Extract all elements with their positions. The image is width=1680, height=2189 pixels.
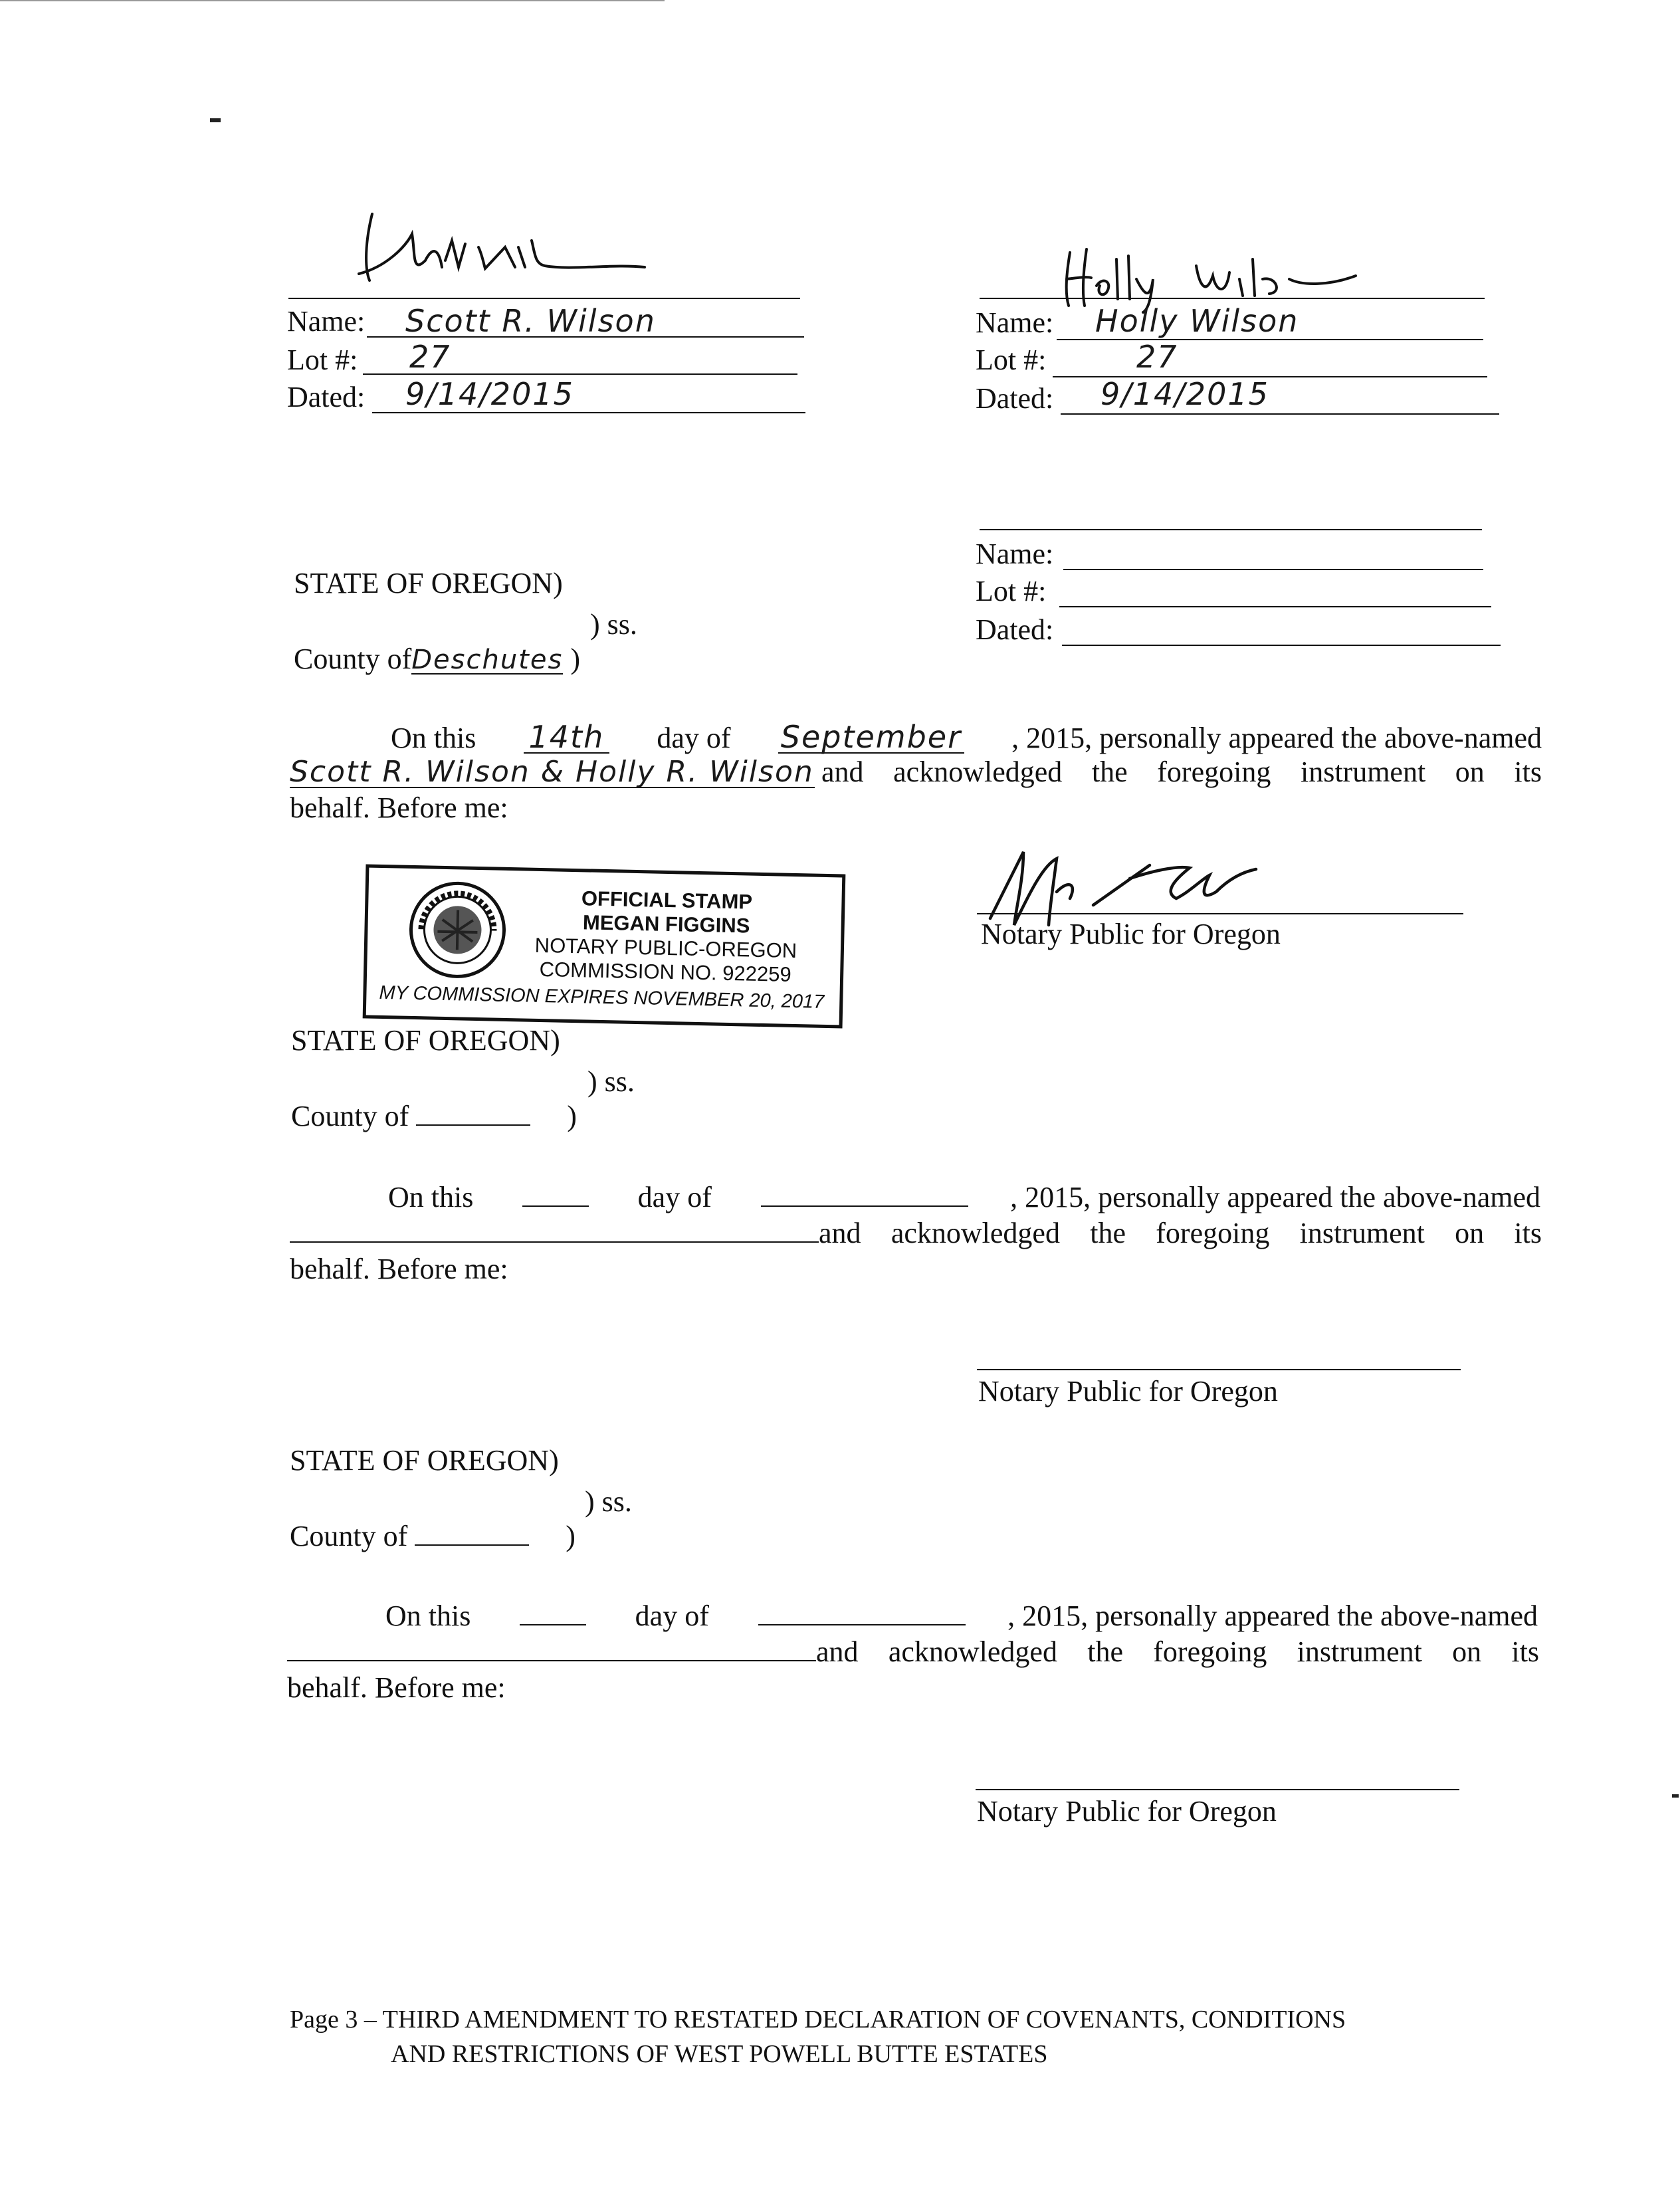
- ss-marker: ) ss.: [590, 608, 637, 641]
- month-blank: [758, 1603, 966, 1625]
- lot-label: Lot #:: [976, 344, 1047, 376]
- paragraph-line-1: On this day of , 2015, personally appeared the above-named: [385, 1600, 1538, 1632]
- county-label: County of: [294, 643, 412, 675]
- name-line: [1057, 339, 1483, 340]
- paragraph-line-1: On this 14th day of September , 2015, personally appeared the above-named: [391, 719, 1542, 755]
- dated-line: [1061, 413, 1499, 415]
- county-line: County ofDeschutes ): [294, 643, 580, 675]
- stamp-line-1: OFFICIAL STAMP: [581, 886, 753, 914]
- name-value: Holly Wilson: [1095, 303, 1299, 339]
- name-line: [1063, 569, 1483, 570]
- lot-label: Lot #:: [287, 344, 358, 376]
- footer-line-1: Page 3 – THIRD AMENDMENT TO RESTATED DECLARATION OF COVENANTS, CONDITIONS: [290, 2006, 1346, 2033]
- county-blank: [415, 1523, 529, 1546]
- county-line: County of ): [290, 1520, 576, 1552]
- oregon-state-seal-icon: [407, 879, 508, 981]
- day-value: 14th: [524, 722, 610, 754]
- notary-signature-line: [977, 913, 1463, 914]
- name-label: Name:: [287, 305, 366, 338]
- day-blank: [520, 1603, 586, 1625]
- paragraph-line-2: and acknowledged the foregoing instrument on its: [287, 1637, 1539, 1671]
- dated-line: [372, 412, 805, 413]
- dated-value: 9/14/2015: [1101, 376, 1269, 412]
- name-label: Name:: [976, 306, 1054, 339]
- lot-label: Lot #:: [976, 575, 1047, 607]
- lot-line: [1059, 606, 1491, 607]
- lot-value: 27: [1136, 339, 1178, 375]
- notary-label: Notary Public for Oregon: [981, 918, 1281, 950]
- signature-holly: [1050, 239, 1382, 312]
- footer-line-2: AND RESTRICTIONS OF WEST POWELL BUTTE ESTATES: [391, 2040, 1048, 2068]
- lot-value: 27: [409, 339, 451, 375]
- stamp-line-2: MEGAN FIGGINS: [582, 910, 750, 938]
- day-blank: [522, 1184, 589, 1207]
- dated-value: 9/14/2015: [405, 376, 574, 412]
- county-line: County of ): [291, 1100, 577, 1132]
- signature-line: [980, 298, 1485, 299]
- county-value: Deschutes: [411, 645, 564, 675]
- ss-marker: ) ss.: [587, 1065, 635, 1098]
- dated-line: [1062, 645, 1501, 646]
- official-notary-stamp: [363, 864, 846, 1028]
- name-value: Scott R. Wilson: [405, 303, 656, 339]
- appeared-names-blank: [290, 1220, 819, 1243]
- signature-line: [288, 298, 800, 299]
- name-label: Name:: [976, 538, 1054, 570]
- paragraph-line-3: behalf. Before me:: [290, 1253, 508, 1285]
- county-blank: [416, 1103, 530, 1126]
- name-line: [367, 336, 804, 338]
- county-label: County of: [290, 1520, 408, 1552]
- notary-label: Notary Public for Oregon: [977, 1795, 1277, 1827]
- paragraph-line-2: Scott R. Wilson & Holly R. Wilson and acknowledged the foregoing instrument on its: [290, 756, 1542, 788]
- stamp-text: [509, 885, 823, 988]
- signature-line: [980, 529, 1482, 530]
- lot-line: [363, 373, 797, 375]
- scan-speck: [0, 0, 665, 1]
- appeared-names-blank: [287, 1639, 816, 1661]
- month-value: September: [778, 722, 964, 754]
- state-heading: STATE OF OREGON): [291, 1024, 560, 1057]
- paragraph-line-3: behalf. Before me:: [287, 1671, 506, 1704]
- dated-label: Dated:: [287, 381, 366, 413]
- notary-signature-line: [977, 1369, 1461, 1370]
- stamp-line-5: MY COMMISSION EXPIRES NOVEMBER 20, 2017: [379, 982, 825, 1013]
- state-heading: STATE OF OREGON): [294, 567, 563, 599]
- scan-speck: [210, 118, 221, 122]
- paragraph-line-3: behalf. Before me:: [290, 791, 508, 824]
- notary-signature-line: [976, 1789, 1459, 1790]
- dated-label: Dated:: [976, 613, 1054, 646]
- paragraph-line-1: On this day of , 2015, personally appeared the above-named: [388, 1181, 1540, 1213]
- month-blank: [761, 1184, 968, 1207]
- stamp-line-3: NOTARY PUBLIC-OREGON: [534, 933, 797, 963]
- dated-label: Dated:: [976, 382, 1054, 415]
- notary-label: Notary Public for Oregon: [978, 1375, 1278, 1407]
- paragraph-line-2: and acknowledged the foregoing instrument on its: [290, 1219, 1542, 1252]
- ss-marker: ) ss.: [585, 1485, 632, 1518]
- signature-scott: [332, 207, 665, 300]
- stamp-line-4: COMMISSION NO. 922259: [539, 957, 792, 986]
- county-label: County of: [291, 1100, 409, 1132]
- state-heading: STATE OF OREGON): [290, 1444, 559, 1477]
- appeared-names: Scott R. Wilson & Holly R. Wilson: [290, 758, 814, 788]
- scan-speck: [1672, 1794, 1679, 1798]
